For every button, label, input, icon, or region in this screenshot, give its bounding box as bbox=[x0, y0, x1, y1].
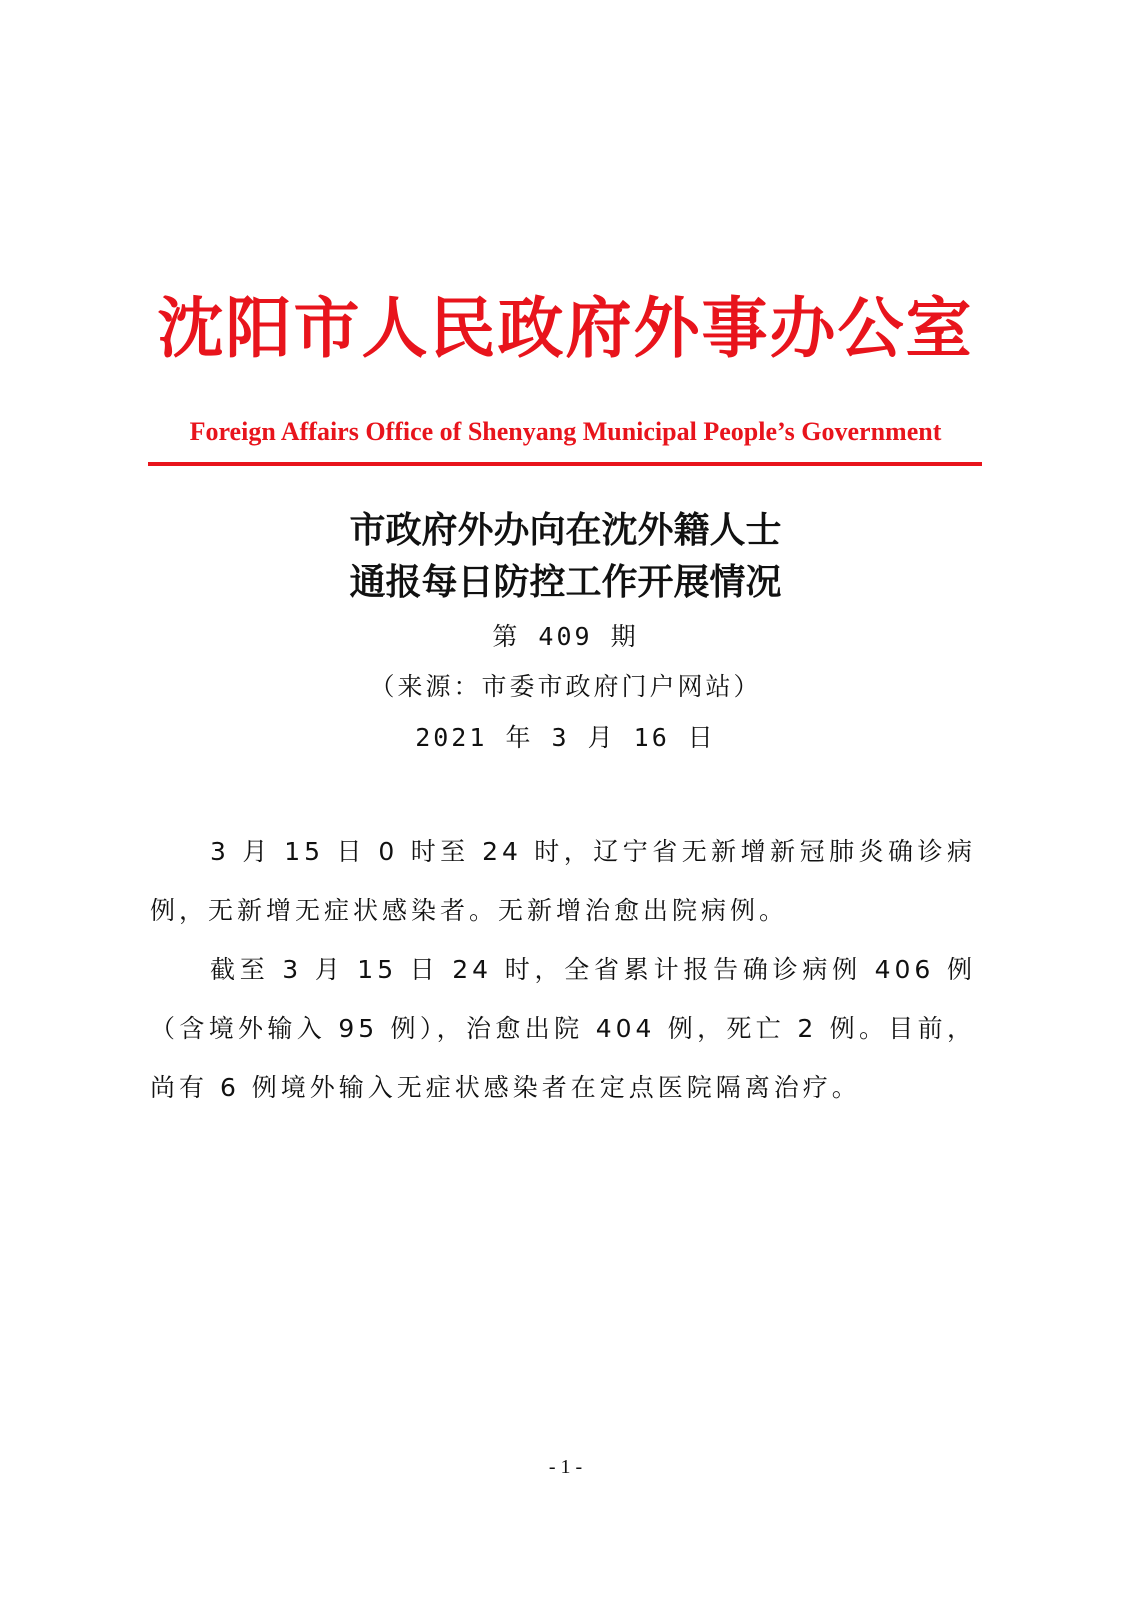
body-paragraph: 3 月 15 日 0 时至 24 时，辽宁省无新增新冠肺炎确诊病例，无新增无症状感染者。无新增治愈出院病例。 bbox=[150, 837, 976, 925]
document-title bbox=[0, 504, 1131, 608]
letterhead-title-cn: 沈阳市人民政府外事办公室 bbox=[157, 289, 974, 367]
page-number: - 1 - bbox=[548, 1456, 583, 1478]
source-note: （来源：市委市政府门户网站） bbox=[369, 672, 762, 701]
document-date: 2021 年 3 月 16 日 bbox=[415, 723, 716, 752]
letterhead-divider bbox=[148, 462, 982, 466]
document-title-line-1: 市政府外办向在沈外籍人士 bbox=[349, 509, 782, 551]
document-title-line-2: 通报每日防控工作开展情况 bbox=[349, 561, 782, 603]
document-body bbox=[150, 822, 976, 1117]
issue-number: 第 409 期 bbox=[492, 622, 639, 651]
letterhead-title-en: Foreign Affairs Office of Shenyang Municipal People’s Government bbox=[189, 417, 942, 446]
body-paragraph: 截至 3 月 15 日 24 时，全省累计报告确诊病例 406 例（含境外输入 95 例），治愈出院 404 例，死亡 2 例。目前，尚有 6 例境外输入无症状感染者在定点医院隔离治疗。 bbox=[150, 955, 976, 1102]
